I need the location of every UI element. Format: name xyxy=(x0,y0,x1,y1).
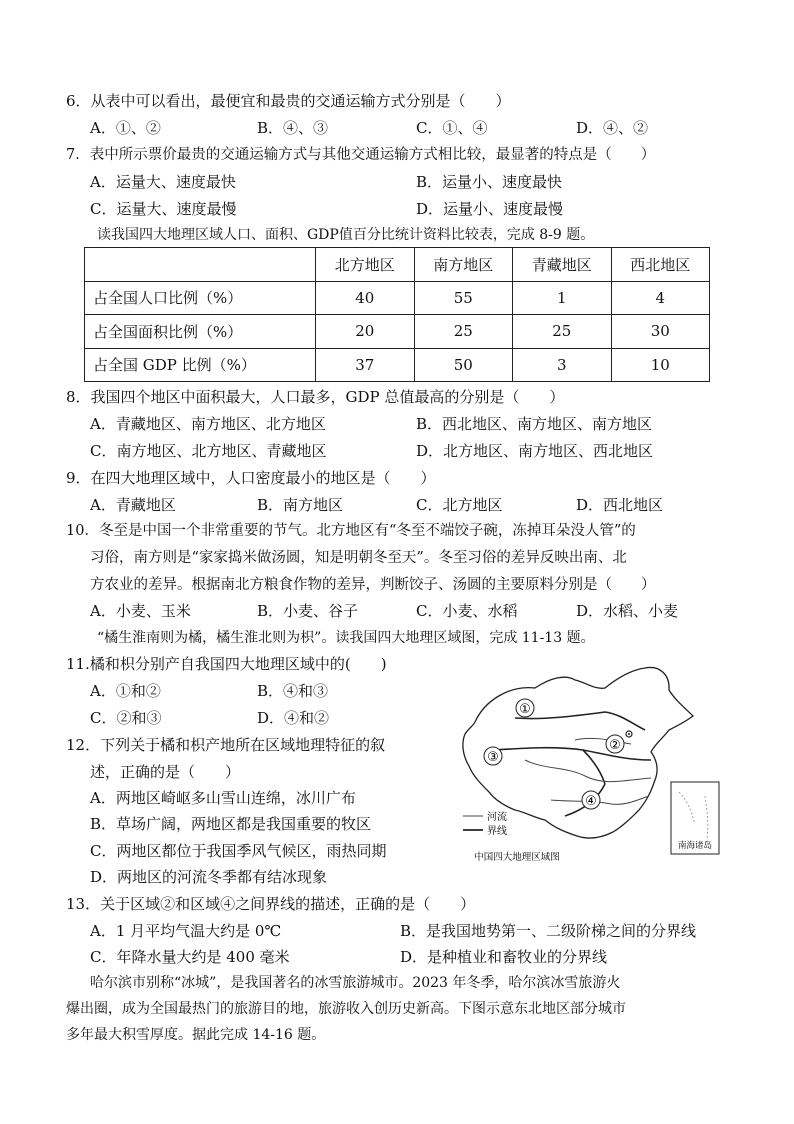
q7-option-c: C．运量大、速度最慢 xyxy=(90,200,237,218)
table-cell: 20 xyxy=(316,315,415,349)
q13-option-c: C．年降水量大约是 400 毫米 xyxy=(90,948,290,966)
q6-option-a: A．①、② xyxy=(90,119,161,137)
q8-option-b: B．西北地区、南方地区、南方地区 xyxy=(416,415,653,433)
q11-option-c: C．②和③ xyxy=(90,709,162,727)
china-four-regions-map xyxy=(455,660,721,870)
legend-river-label: 河流 xyxy=(487,812,507,823)
question-10-line-2: 习俗，南方则是“家家捣米做汤圆，知是明朝冬至天”。冬至习俗的差异反映出南、北 xyxy=(90,550,627,566)
q7-option-a: A．运量大、速度最快 xyxy=(90,173,236,191)
table-cell: 10 xyxy=(611,348,710,382)
q8-option-d: D．北方地区、南方地区、西北地区 xyxy=(416,442,654,460)
table-cell: 25 xyxy=(513,315,612,349)
q6-option-d: D．④、② xyxy=(576,119,649,137)
table-cell: 37 xyxy=(316,348,415,382)
question-12-line-2: 述，正确的是（ ） xyxy=(90,763,241,781)
region-label-1: ① xyxy=(519,702,531,717)
q11-option-b: B．④和③ xyxy=(257,682,329,700)
table-header-north: 北方地区 xyxy=(316,248,415,282)
question-12-line-1: 12．下列关于橘和枳产地所在区域地理特征的叙 xyxy=(66,736,386,754)
river-line xyxy=(525,760,651,782)
question-8-stem: 8．我国四个地区中面积最大，人口最多，GDP 总值最高的分别是（ ） xyxy=(66,388,565,406)
table-header-northwest: 西北地区 xyxy=(611,248,710,282)
q13-option-a: A．1 月平均气温大约是 0℃ xyxy=(90,922,282,940)
table-cell: 50 xyxy=(414,348,513,382)
question-9-stem: 9．在四大地理区域中，人口密度最小的地区是（ ） xyxy=(66,469,436,487)
inset-label: 南海诸岛 xyxy=(677,841,713,851)
table-corner-cell xyxy=(85,248,316,282)
table-cell: 4 xyxy=(611,281,710,315)
legend-boundary-label: 界线 xyxy=(487,826,507,837)
question-13-stem: 13．关于区域②和区域④之间界线的描述，正确的是（ ） xyxy=(66,895,476,913)
intro-11-13: “橘生淮南则为橘，橘生淮北则为枳”。读我国四大地理区域图，完成 11-13 题。 xyxy=(97,630,595,646)
q13-option-d: D．是种植业和畜牧业的分界线 xyxy=(400,948,608,966)
region-boundary-line xyxy=(495,748,605,784)
region-boundary-line xyxy=(515,712,645,730)
q12-option-d: D．两地区的河流冬季都有结冰现象 xyxy=(90,868,328,886)
table-cell: 3 xyxy=(513,348,612,382)
table-header-qingzang: 青藏地区 xyxy=(513,248,612,282)
q9-option-c: C．北方地区 xyxy=(416,496,503,514)
q7-option-b: B．运量小、速度最快 xyxy=(416,173,563,191)
q12-option-a: A．两地区崎岖多山雪山连绵，冰川广布 xyxy=(90,789,356,807)
q7-option-d: D．运量小、速度最慢 xyxy=(416,200,564,218)
q8-option-a: A．青藏地区、南方地区、北方地区 xyxy=(90,415,326,433)
q9-option-d: D．西北地区 xyxy=(576,496,664,514)
region-label-4: ④ xyxy=(585,794,597,809)
table-cell: 30 xyxy=(611,315,710,349)
q8-option-c: C．南方地区、北方地区、青藏地区 xyxy=(90,442,327,460)
q6-option-b: B．④、③ xyxy=(257,119,329,137)
table-cell: 40 xyxy=(316,281,415,315)
question-7-stem: 7．表中所示票价最贵的交通运输方式与其他交通运输方式相比较，最显著的特点是（ ） xyxy=(66,147,656,163)
q12-option-c: C．两地区都位于我国季风气候区，雨热同期 xyxy=(90,842,387,860)
q11-option-a: A．①和② xyxy=(90,682,161,700)
region-label-3: ③ xyxy=(487,750,499,765)
table-cell: 1 xyxy=(513,281,612,315)
region-statistics-table xyxy=(84,247,710,382)
intro-14-16-line-1: 哈尔滨市别称“冰城”，是我国著名的冰雪旅游城市。2023 年冬季，哈尔滨冰雪旅游火 xyxy=(90,975,621,991)
q9-option-b: B．南方地区 xyxy=(257,496,344,514)
table-row-label: 占全国面积比例（%） xyxy=(85,315,316,349)
q12-option-b: B．草场广阔，两地区都是我国重要的牧区 xyxy=(90,815,372,833)
q6-option-c: C．①、④ xyxy=(416,119,488,137)
intro-14-16-line-2: 爆出圈，成为全国最热门的旅游目的地，旅游收入创历史新高。下图示意东北地区部分城市 xyxy=(66,1001,626,1017)
q13-option-b: B．是我国地势第一、二级阶梯之间的分界线 xyxy=(400,922,697,940)
intro-14-16-line-3: 多年最大积雪厚度。据此完成 14-16 题。 xyxy=(66,1027,326,1043)
question-10-line-1: 10．冬至是中国一个非常重要的节气。北方地区有“冬至不端饺子碗，冻掉耳朵没人管”的 xyxy=(66,523,636,539)
table-cell: 55 xyxy=(414,281,513,315)
question-11-stem: 11.橘和枳分别产自我国四大地理区域中的( ) xyxy=(66,655,387,673)
table-row xyxy=(85,281,710,315)
region-label-2: ② xyxy=(609,738,621,753)
q9-option-a: A．青藏地区 xyxy=(90,496,176,514)
intro-8-9: 读我国四大地理区域人口、面积、GDP值百分比统计资料比较表，完成 8-9 题。 xyxy=(97,227,595,243)
q10-option-b: B．小麦、谷子 xyxy=(257,602,359,620)
q11-option-d: D．④和② xyxy=(257,709,330,727)
q10-option-d: D．水稻、小麦 xyxy=(576,602,679,620)
table-header-row xyxy=(85,248,710,282)
table-row-label: 占全国人口比例（%） xyxy=(85,281,316,315)
table-header-south: 南方地区 xyxy=(414,248,513,282)
q10-option-c: C．小麦、水稻 xyxy=(416,602,518,620)
map-caption: 中国四大地理区域图 xyxy=(474,852,560,863)
q10-option-a: A．小麦、玉米 xyxy=(90,602,191,620)
table-row-label: 占全国 GDP 比例（%） xyxy=(85,348,316,382)
question-10-line-3: 方农业的差异。根据南北方粮食作物的差异，判断饺子、汤圆的主要原料分别是（ ） xyxy=(90,577,656,593)
table-row xyxy=(85,348,710,382)
question-6-stem: 6．从表中可以看出，最便宜和最贵的交通运输方式分别是（ ） xyxy=(66,92,511,110)
table-row xyxy=(85,315,710,349)
table-cell: 25 xyxy=(414,315,513,349)
